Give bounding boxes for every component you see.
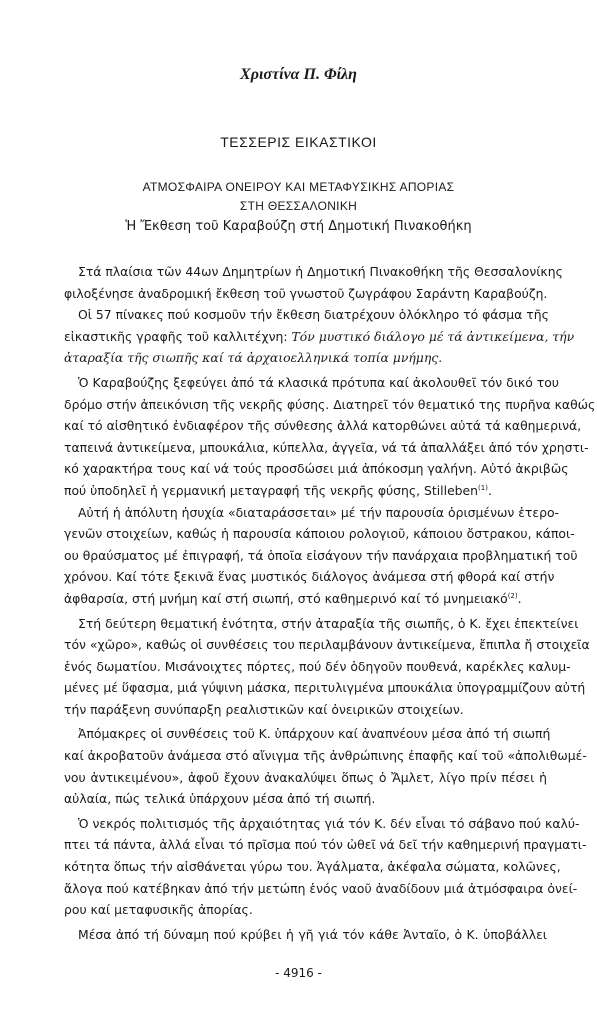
text-line: ρου καί μεταφυσικῆς ἀπορίας. [64, 902, 253, 918]
text-line-mixed [64, 326, 575, 348]
paragraph [64, 813, 587, 921]
text-segment: . [487, 482, 492, 498]
article-body [64, 261, 596, 945]
text-line: Μέσα ἀπό τή δύναμη πού κρύβει ἡ γῆ γιά τόν κάθε Ἀνταῖο, ὁ Κ. ὑποβάλλει [78, 926, 547, 942]
text-line: νου ἀντικειμένου», ἀφοῦ ἔχουν ἀνακαλύψει ὅπως ὁ Ἄμλετ, λίγο πρίν πέσει ἡ [64, 769, 547, 785]
text-line: Ὁ νεκρός πολιτισμός τῆς ἀρχαιότητας γιά τόν Κ. δέν εἶναι τό σάβανο πού καλύ- [78, 815, 580, 831]
paragraph [64, 304, 575, 369]
text-line: κό χαρακτήρα τους καί νά τούς προσδώσει μιά ἀπόκοσμη γαλήνη. Αὐτό ἀκριβῶς [64, 461, 569, 477]
text-line: καί ἀκροβατοῦν ἀνάμεσα στό αἴνιγμα τῆς ἀνθρώπινης ἐπαφῆς καί τοῦ «ἀπολιθωμέ- [64, 748, 587, 764]
text-segment: . [517, 590, 522, 606]
text-line: Ἀπόμακρες οἱ συνθέσεις τοῦ Κ. ὑπάρχουν καί ἀναπνέουν μέσα ἀπό τή σιωπή [78, 726, 551, 742]
paragraph [64, 372, 596, 502]
text-line: μένες μέ ὕφασμα, μιά γύψινη μάσκα, περιτυλιγμένα μπουκάλια ὑπογραμμίζουν αὐτή [64, 680, 586, 696]
text-segment: εἰκαστικῆς γραφῆς τοῦ καλλιτέχνη: [64, 328, 292, 344]
article-title: ΤΕΣΣΕΡΙΣ ΕΙΚΑΣΤΙΚΟΙ [220, 134, 377, 150]
text-line: τόν «χῶρο», καθώς οἱ συνθέσεις του περιλαμβάνουν ἀντικείμενα, ἔπιπλα ἤ στοιχεῖα [64, 637, 590, 653]
text-line: Αὐτή ἡ ἀπόλυτη ἡσυχία «διαταράσσεται» μέ τήν παρουσία ὁρισμένων ἑτερο- [78, 504, 559, 520]
page-number: - 4916 - [275, 966, 322, 980]
paragraph [64, 261, 563, 304]
text-line: Ὁ Καραβούζης ξεφεύγει ἀπό τά κλασικά πρότυπα καί ἀκολουθεῖ τόν δικό του [78, 374, 559, 390]
author-name: Χριστίνα Π. Φίλη [240, 66, 357, 83]
text-segment: ἀφθαρσία, στή μνήμη καί στή σιωπή, στό καθημερινό καί τό μνημειακό [64, 590, 508, 606]
text-line: καί τό αἰσθητικό ἐνδιαφέρον τῆς σύνθεσης ἀλλά κατορθώνει αὐτά τά καθημερινά, [64, 418, 582, 434]
text-line: χρόνου. Καί τότε ξεκινᾶ ἕνας μυστικός διάλογος ἀνάμεσα στή φθορά καί στήν [64, 569, 555, 585]
text-line: γενῶν στοιχείων, καθώς ἡ παρουσία κάποιου ρολογιοῦ, κάποιου ὄστρακου, κάποι- [64, 526, 575, 542]
italic-text-segment: Τόν μυστικό διάλογο μέ τά ἀντικείμενα, τήν [291, 328, 575, 344]
text-line: φιλοξένησε ἀναδρομική ἔκθεση τοῦ γνωστοῦ ζωγράφου Σαράντη Καραβούζη. [64, 285, 548, 301]
footnote-marker: (2) [507, 591, 518, 600]
paragraph [64, 924, 547, 946]
text-line-with-footnote [64, 480, 547, 502]
text-line: πτει τά πάντα, ἀλλά εἶναι τό πρῖσμα πού τόν ὠθεῖ νά δεῖ τήν καθημερινή πραγματι- [64, 837, 587, 853]
subtitle-line-3: Ἡ Ἔκθεση τοῦ Καραβούζη στή Δημοτική Πινακοθήκη [125, 219, 472, 234]
text-line: ἄλογα πού κατέβηκαν ἀπό τήν μετώπη ἑνός ναοῦ ἀναδίδουν μιά ἀτμόσφαιρα ὀνεί- [64, 880, 578, 896]
text-segment: πού ὑποδηλεῖ ἡ γερμανική μεταγραφή τῆς νεκρῆς φύσης, Stilleben [64, 482, 479, 498]
text-line: κότητα ὅπως τήν αἰσθάνεται γύρω του. Ἀγάλματα, ἀκέφαλα σώματα, κολῶνες, [64, 859, 561, 875]
text-line-with-footnote [64, 588, 547, 610]
text-line: ταπεινά ἀντικείμενα, μπουκάλια, κύπελλα, ἀγγεῖα, νά τά ἀπαλλάξει ἀπό τόν χρηστι- [64, 439, 589, 455]
text-line: τήν παράξενη συνύπαρξη ρεαλιστικῶν καί ὀνειρικῶν στοιχείων. [64, 701, 464, 717]
paragraph [64, 723, 587, 809]
footnote-marker: (1) [478, 483, 488, 492]
text-line: αὐλαία, πώς τελικά ὑπάρχουν μέσα ἀπό τή σιωπή. [64, 791, 376, 807]
text-line: ἑνός δωματίου. Μισάνοιχτες πόρτες, πού δέν ὁδηγοῦν πουθενά, καρέκλες καλυμ- [64, 658, 571, 674]
subtitle-line-2: ΣΤΗ ΘΕΣΣΑΛΟΝΙΚΗ [239, 199, 358, 213]
paragraph [64, 502, 578, 610]
text-line: Οἱ 57 πίνακες πού κοσμοῦν τήν ἔκθεση διατρέχουν ὁλόκληρο τό φάσμα τῆς [78, 307, 549, 323]
paragraph [64, 613, 590, 721]
text-line: Στή δεύτερη θεματική ἑνότητα, στήν ἀταραξία τῆς σιωπῆς, ὁ Κ. ἔχει ἐπεκτείνει [78, 615, 579, 631]
italic-text-line: ἀταραξία τῆς σιωπῆς καί τά ἀρχαιοελληνικά τοπία μνήμης. [64, 350, 443, 366]
text-line: ου θραύσματος μέ ἐπιγραφή, τά ὁποῖα εἰσάγουν τήν πανάρχαια προβληματική τοῦ [64, 547, 578, 563]
text-line: δρόμο στήν ἀπεικόνιση τῆς νεκρῆς φύσης. Διατηρεῖ τόν θεματικό της πυρῆνα καθώς [64, 396, 596, 412]
text-line: Στά πλαίσια τῶν 44ων Δημητρίων ἡ Δημοτική Πινακοθήκη τῆς Θεσσαλονίκης [78, 264, 563, 279]
subtitle-line-1: ΑΤΜΟΣΦΑΙΡΑ ΟΝΕΙΡΟΥ ΚΑΙ ΜΕΤΑΦΥΣΙΚΗΣ ΑΠΟΡΙΑΣ [142, 180, 455, 194]
